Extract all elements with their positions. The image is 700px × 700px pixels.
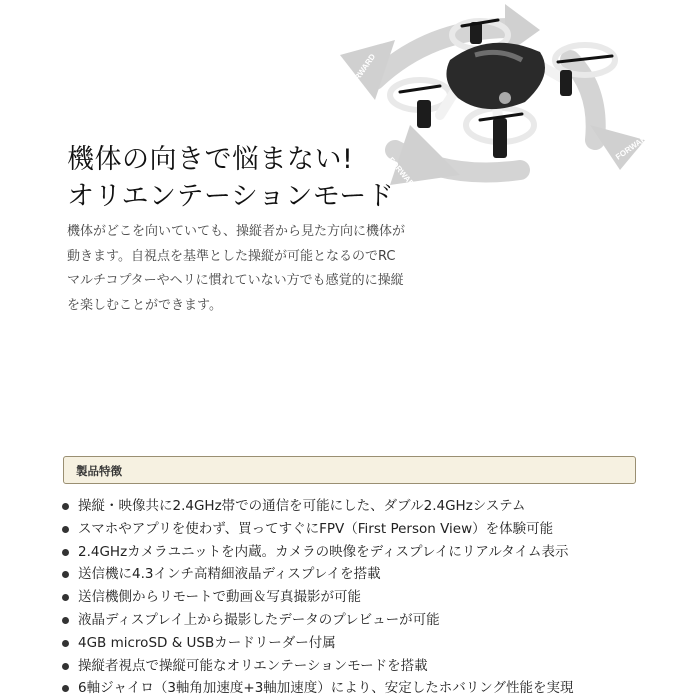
forward-label: FORWARD xyxy=(544,13,587,35)
description-line: を楽しむことができます。 xyxy=(67,297,222,313)
feature-text: 操縦者視点で操縦可能なオリエンテーションモードを搭載 xyxy=(78,657,428,674)
feature-text: 2.4GHzカメラユニットを内蔵。カメラの映像をディスプレイにリアルタイム表示 xyxy=(78,543,569,560)
page-title xyxy=(67,141,394,215)
feature-item xyxy=(62,563,692,586)
feature-text: 液晶ディスプレイ上から撮影したデータのプレビューが可能 xyxy=(78,611,440,628)
forward-label: FORWARD xyxy=(386,155,420,193)
feature-text: 操縦・映像共に2.4GHz帯での通信を可能にした、ダブル2.4GHzシステム xyxy=(78,498,526,514)
bullet-icon xyxy=(62,594,69,601)
bullet-icon xyxy=(62,571,69,578)
feature-text: 送信機側からリモートで動画＆写真撮影が可能 xyxy=(78,589,361,606)
bullet-icon xyxy=(62,617,69,624)
orientation-description xyxy=(67,220,427,318)
feature-item xyxy=(62,609,692,632)
description-line: 動きます。自視点を基準とした操縦が可能となるのでRC xyxy=(67,248,396,264)
bullet-icon xyxy=(62,549,69,556)
feature-item xyxy=(62,655,692,678)
title-line: 機体の向きで悩まない! xyxy=(67,144,354,175)
features-header-box xyxy=(63,456,636,484)
feature-item xyxy=(62,677,692,700)
bullet-icon xyxy=(62,503,69,510)
feature-item xyxy=(62,586,692,609)
feature-text: 4GB microSD & USBカードリーダー付属 xyxy=(78,634,336,651)
features-title: 製品特徴 xyxy=(76,464,122,478)
feature-text: スマホやアプリを使わず、買ってすぐにFPV（First Person View）を体験可能 xyxy=(78,520,554,537)
features-list xyxy=(62,495,692,700)
forward-label: FORWARD xyxy=(346,52,378,92)
hero-section xyxy=(0,0,700,215)
forward-label: FORWARD xyxy=(613,130,653,162)
bullet-icon xyxy=(62,526,69,533)
description-line: マルチコプターやヘリに慣れていない方でも感覚的に操縦 xyxy=(67,273,404,288)
bullet-icon xyxy=(62,640,69,647)
description-line: 機体がどこを向いていても、操縦者から見た方向に機体が xyxy=(67,224,406,239)
feature-item xyxy=(62,518,692,541)
feature-text: 6軸ジャイロ（3軸角加速度+3軸加速度）により、安定したホバリング性能を実現 xyxy=(78,680,574,697)
title-line: オリエンテーションモード xyxy=(67,181,395,212)
feature-item xyxy=(62,632,692,655)
feature-item xyxy=(62,541,692,564)
feature-item xyxy=(62,495,692,518)
feature-text: 送信機に4.3インチ高精細液晶ディスプレイを搭載 xyxy=(78,566,381,583)
bullet-icon xyxy=(62,685,69,692)
bullet-icon xyxy=(62,663,69,670)
